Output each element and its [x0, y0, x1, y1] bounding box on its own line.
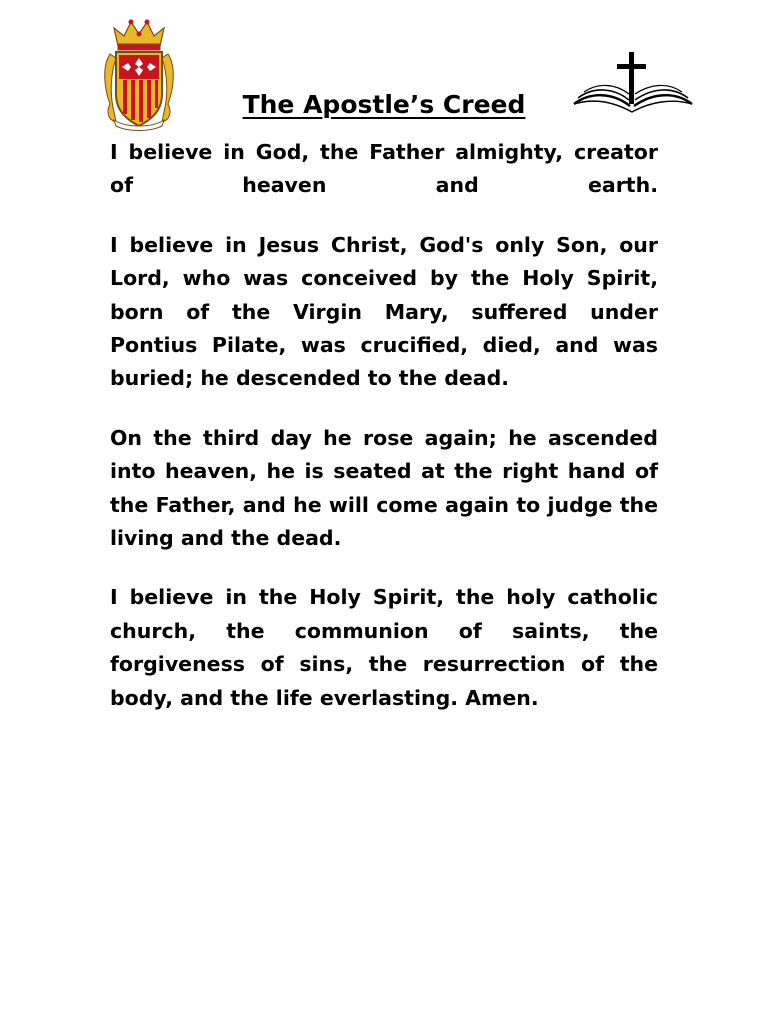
creed-paragraph-2: I believe in Jesus Christ, God's only Son, our Lord, who was conceived by the Holy Spirit, born of the Virgin Mary, suffered under Pontius Pilate, was crucified, died, and was buried; he descended to the dead.: [110, 232, 658, 391]
creed-paragraph-4: I believe in the Holy Spirit, the holy catholic church, the communion of saints, the forgiveness of sins, the resurrection of the body, and the life everlasting. Amen.: [110, 585, 658, 710]
cross-open-bible-icon: [568, 48, 698, 120]
creed-paragraph-1: I believe in God, the Father almighty, creator of heaven and earth.: [110, 140, 658, 198]
creed-text: [110, 136, 658, 741]
page-title-text: The Apostle’s Creed: [242, 90, 526, 119]
creed-paragraph-3: On the third day he rose again; he ascended into heaven, he is seated at the right hand of the Father, and he will come again to judge the living and the dead.: [110, 425, 658, 551]
